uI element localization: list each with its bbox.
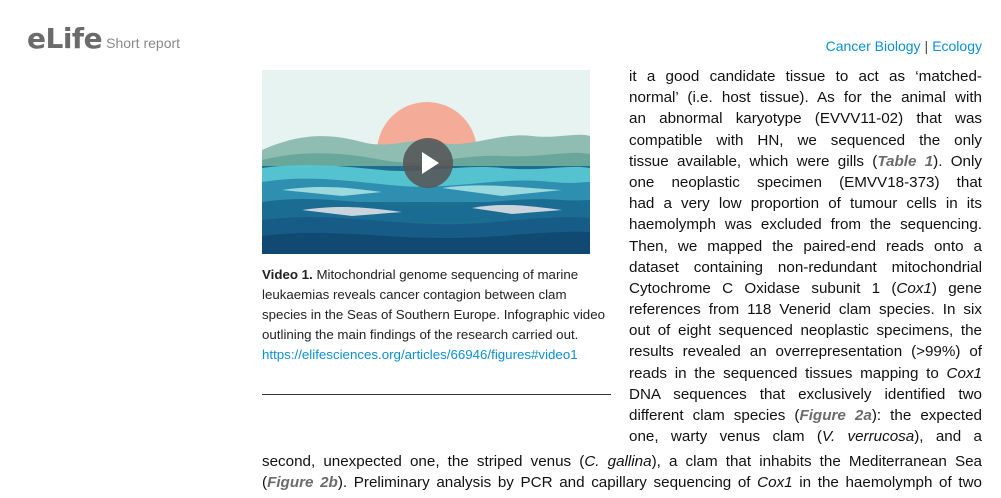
text-line: results revealed an overrepresentation (>99%) of [629,343,982,361]
text-line: Cytochrome C Oxidase subunit 1 (Cox1) gene [629,279,982,297]
body-text-column [629,66,982,447]
text-line: one neoplastic specimen (EMVV18-373) that [629,173,982,191]
text-line: one, warty venus clam (V. verrucosa), and a [629,428,982,446]
subject-categories [826,38,982,54]
text-line: haemolymph was excluded from the sequencing. [629,216,982,234]
video-caption [262,265,612,365]
caption-label: Video 1. [262,267,313,282]
video-thumbnail[interactable] [262,70,590,254]
caption-text: Mitochondrial genome sequencing of marine leukaemias reveals cancer contagion between clam species in the Seas of Southern Europe. Infographic video outlining the main findings of the research carried out. [262,267,605,342]
category-ecology[interactable]: Ecology [932,38,982,54]
figure-2a-link[interactable]: Figure 2a [799,407,872,424]
text-line: it a good candidate tissue to act as ‘matched- [629,68,982,85]
text-line: DNA sequences that exclusively identified two [629,385,982,403]
text-line: (Figure 2b). Preliminary analysis by PCR and capillary sequencing of Cox1 in the haemolymph of two [262,474,982,492]
category-cancer-biology[interactable]: Cancer Biology [825,38,921,54]
text-line: had a very low proportion of tumour cells in its [629,195,982,213]
text-line: dataset containing non-redundant mitochondrial [629,258,982,276]
play-icon [420,151,440,175]
text-line: tissue available, which were gills (Table 1). Only [629,152,982,170]
text-line: an abnormal karyotype (EVVV11-02) that was [629,110,982,128]
journal-logo[interactable] [27,22,180,55]
figure-2b-link[interactable]: Figure 2b [267,474,338,492]
text-line: compatible with HN, we sequenced the only [629,131,982,149]
text-line: second, unexpected one, the striped venus (C. gallina), a clam that inhabits the Mediterranean Sea [262,453,983,470]
article-type: Short report [106,35,181,51]
text-line: different clam species (Figure 2a): the expected [629,407,982,424]
play-button[interactable] [403,138,453,188]
text-line: out of eight sequenced neoplastic specimens, the [629,322,982,340]
text-line: references from 118 Venerid clam species. In six [629,301,982,319]
category-separator: | [924,38,929,54]
table-1-link[interactable]: Table 1 [877,152,934,170]
caption-divider [262,394,611,395]
logo-text: eLife [27,22,103,55]
text-line: reads in the sequenced tissues mapping to Cox1 [629,364,982,382]
body-text-full-width [262,451,982,493]
text-line: Then, we mapped the paired-end reads onto a [629,237,982,255]
video-link[interactable]: https://elifesciences.org/articles/66946/figures#video1 [262,347,578,362]
text-line: normal’ (i.e. host tissue). As for the animal with [629,89,982,107]
